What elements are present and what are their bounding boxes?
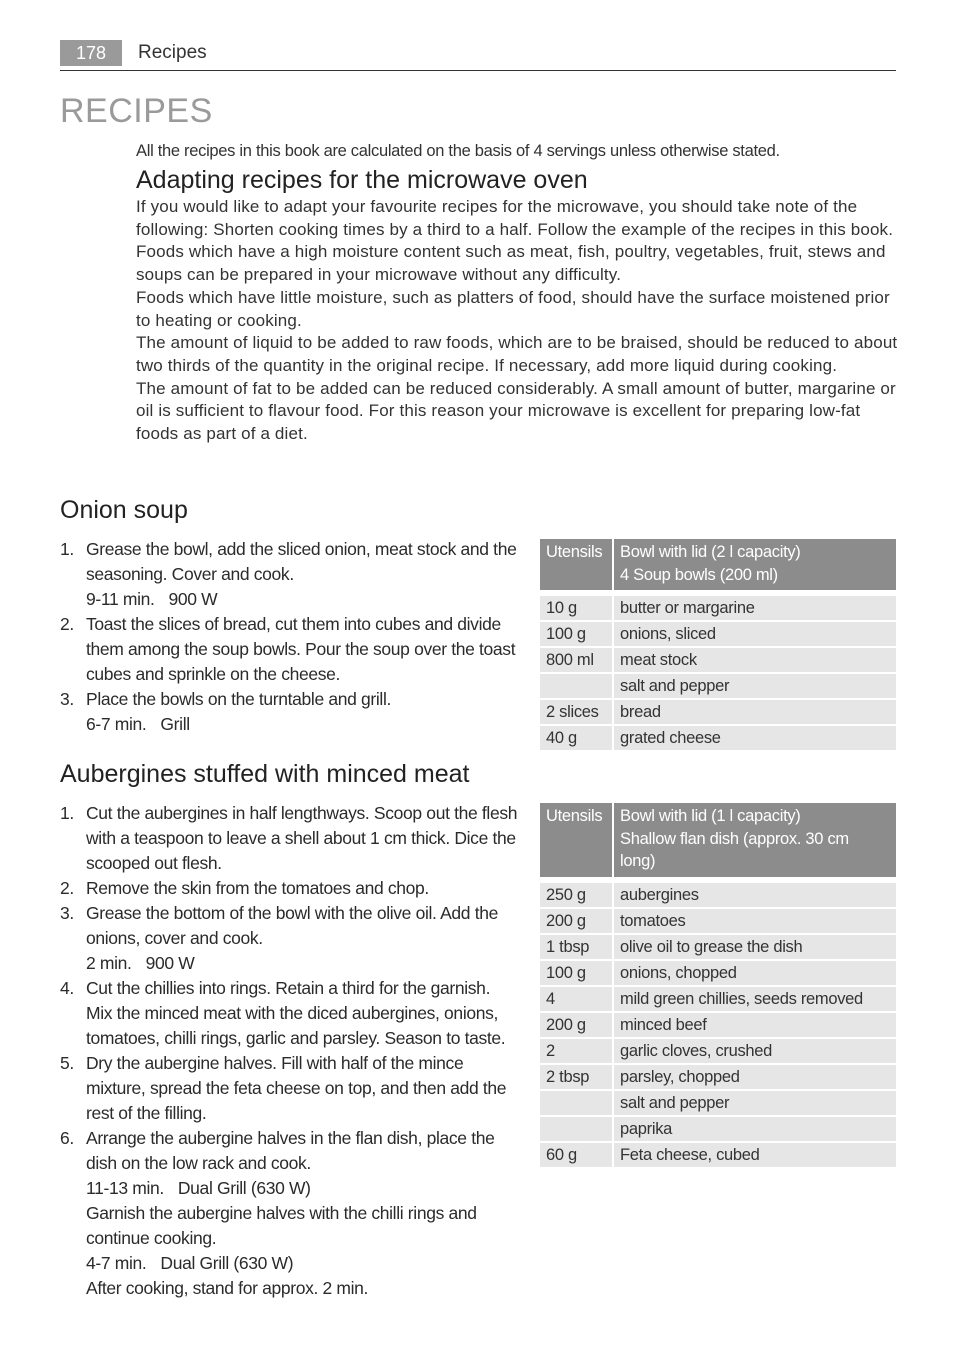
onion-soup-heading: Onion soup: [60, 496, 188, 524]
step-text: Toast the slices of bread, cut them into cubes and divide them among the soup bowls. Pour the soup over the toast cubes and sprinkle on the cheese.: [86, 614, 516, 684]
step-setting: Dual Grill (630 W): [177, 1178, 311, 1198]
adapt-paragraph: Foods which have little moisture, such as platters of food, should have the surface moistened prior to heating or cooking.: [136, 287, 890, 330]
step-timing: [86, 951, 520, 976]
ingredient-qty: 2 slices: [540, 700, 614, 726]
adapt-paragraph: The amount of liquid to be added to raw foods, which are to be braised, should be reduced to about two thirds of the quantity in the original recipe. If necessary, add more liquid during cooking.: [136, 333, 898, 375]
onion-soup-steps: [60, 537, 520, 737]
adapt-body: [136, 196, 898, 446]
step-number: 2.: [60, 614, 74, 634]
utensils-value: [614, 803, 896, 877]
utensil-line: Shallow flan dish (approx. 30 cm: [620, 829, 849, 848]
step-number: 3.: [60, 689, 74, 709]
ingredient-item: aubergines: [614, 883, 896, 909]
step-time: 4-7 min.: [86, 1253, 147, 1273]
aubergines-steps: [60, 801, 520, 1301]
step-number: 3.: [60, 903, 74, 923]
step-number: 6.: [60, 1128, 74, 1148]
table-row: [540, 961, 896, 987]
step-text: Arrange the aubergine halves in the flan dish, place the dish on the low rack and cook.: [86, 1128, 495, 1173]
utensils-label: Utensils: [540, 539, 614, 590]
ingredient-qty: 1 tbsp: [540, 935, 614, 961]
table-row: [540, 883, 896, 909]
aubergines-ingredients-table: [540, 803, 896, 1169]
intro-text: All the recipes in this book are calculated on the basis of 4 servings unless otherwise stated.: [136, 142, 780, 160]
step-number: 2.: [60, 878, 74, 898]
ingredient-item: bread: [614, 700, 896, 726]
ingredient-item: parsley, chopped: [614, 1065, 896, 1091]
step-item: [60, 901, 520, 976]
section-name: Recipes: [138, 42, 207, 63]
ingredient-qty: 2: [540, 1039, 614, 1065]
ingredient-qty: [540, 1091, 614, 1117]
step-setting: 900 W: [168, 589, 218, 609]
step-setting: 900 W: [145, 953, 195, 973]
table-row: [540, 1117, 896, 1143]
ingredient-item: garlic cloves, crushed: [614, 1039, 896, 1065]
adapt-heading: Adapting recipes for the microwave oven: [136, 166, 588, 194]
ingredient-item: butter or margarine: [614, 596, 896, 622]
table-row: [540, 935, 896, 961]
step-item: [60, 687, 520, 737]
ingredient-qty: 60 g: [540, 1143, 614, 1169]
table-row: [540, 648, 896, 674]
step-time: 11-13 min.: [86, 1178, 164, 1198]
step-text: Grease the bowl, add the sliced onion, meat stock and the seasoning. Cover and cook.: [86, 539, 517, 584]
step-text: Cut the aubergines in half lengthways. Scoop out the flesh with a teaspoon to leave a shell about 1 cm thick. Dice the scooped out flesh.: [86, 803, 518, 873]
ingredient-item: tomatoes: [614, 909, 896, 935]
table-row: [540, 1065, 896, 1091]
step-item: [60, 612, 520, 687]
utensil-line: long): [620, 852, 656, 870]
ingredient-item: grated cheese: [614, 726, 896, 752]
table-row: [540, 1013, 896, 1039]
adapt-paragraph: If you would like to adapt your favourite recipes for the microwave, you should take note of the following: Shorten cooking times by a third to a half. Follow the example of the recipes in this book.: [136, 197, 894, 239]
page-title: RECIPES: [60, 92, 213, 130]
step-item: [60, 976, 520, 1051]
ingredient-item: minced beef: [614, 1013, 896, 1039]
step-number: 5.: [60, 1053, 74, 1073]
step-timing: [86, 1176, 520, 1201]
table-header-row: [540, 539, 896, 590]
step-after-text: After cooking, stand for approx. 2 min.: [86, 1278, 369, 1298]
step-time: 6-7 min.: [86, 714, 147, 734]
step-text: Grease the bottom of the bowl with the olive oil. Add the onions, cover and cook.: [86, 903, 498, 948]
ingredient-qty: 200 g: [540, 1013, 614, 1039]
step-setting: Dual Grill (630 W): [160, 1253, 294, 1273]
ingredient-item: onions, sliced: [614, 622, 896, 648]
step-text: Cut the chillies into rings. Retain a third for the garnish. Mix the minced meat with the diced aubergines, onions, tomatoes, chilli rings, garlic and parsley. Season to taste.: [86, 978, 506, 1048]
step-text: Remove the skin from the tomatoes and chop.: [86, 878, 429, 898]
step-number: 1.: [60, 803, 74, 823]
ingredient-qty: 800 ml: [540, 648, 614, 674]
table-row: [540, 1143, 896, 1169]
step-number: 4.: [60, 978, 74, 998]
ingredient-qty: [540, 674, 614, 700]
aubergines-heading: Aubergines stuffed with minced meat: [60, 760, 470, 788]
ingredient-item: onions, chopped: [614, 961, 896, 987]
table-row: [540, 1039, 896, 1065]
step-setting: Grill: [160, 714, 190, 734]
ingredient-qty: 100 g: [540, 622, 614, 648]
ingredient-qty: 2 tbsp: [540, 1065, 614, 1091]
ingredient-qty: 200 g: [540, 909, 614, 935]
table-row: [540, 987, 896, 1013]
step-item: [60, 1126, 520, 1301]
ingredient-item: olive oil to grease the dish: [614, 935, 896, 961]
adapt-paragraph: The amount of fat to be added can be reduced considerably. A small amount of butter, margarine or oil is sufficient to flavour food. For this reason your microwave is excellent for preparing low-fat foods as part of a diet.: [136, 378, 896, 444]
step-number: 1.: [60, 539, 74, 559]
ingredient-item: Feta cheese, cubed: [614, 1143, 896, 1169]
onion-soup-ingredients-table: [540, 539, 896, 752]
page-number: 178: [60, 40, 122, 66]
utensils-label: Utensils: [540, 803, 614, 877]
table-row: [540, 622, 896, 648]
ingredient-item: salt and pepper: [614, 1091, 896, 1117]
step-time: 9-11 min.: [86, 589, 155, 609]
step-text: Dry the aubergine halves. Fill with half of the mince mixture, spread the feta cheese on top, and then add the rest of the filling.: [86, 1053, 507, 1123]
step-item: [60, 537, 520, 612]
table-row: [540, 700, 896, 726]
table-row: [540, 726, 896, 752]
step-extra-text: Garnish the aubergine halves with the chilli rings and continue cooking.: [86, 1203, 477, 1248]
page-header: [60, 40, 896, 71]
utensils-value: [614, 539, 896, 590]
ingredient-item: mild green chillies, seeds removed: [614, 987, 896, 1013]
table-row: [540, 596, 896, 622]
ingredient-item: meat stock: [614, 648, 896, 674]
ingredient-qty: 100 g: [540, 961, 614, 987]
ingredient-qty: [540, 1117, 614, 1143]
step-timing: [86, 587, 520, 612]
step-time: 2 min.: [86, 953, 132, 973]
step-item: [60, 801, 520, 876]
table-row: [540, 1091, 896, 1117]
ingredient-qty: 250 g: [540, 883, 614, 909]
step-text: Place the bowls on the turntable and grill.: [86, 689, 392, 709]
ingredient-item: salt and pepper: [614, 674, 896, 700]
utensil-line: Bowl with lid (2 l capacity): [620, 543, 801, 561]
step-item: [60, 1051, 520, 1126]
ingredient-qty: 4: [540, 987, 614, 1013]
utensil-line: Bowl with lid (1 l capacity): [620, 807, 801, 825]
ingredient-item: paprika: [614, 1117, 896, 1143]
step-item: [60, 876, 520, 901]
step-timing: [86, 1251, 520, 1276]
table-row: [540, 674, 896, 700]
ingredient-qty: 10 g: [540, 596, 614, 622]
table-row: [540, 909, 896, 935]
adapt-paragraph: Foods which have a high moisture content such as meat, fish, poultry, vegetables, fruit, stews and soups can be prepared in your microwave without any difficulty.: [136, 242, 886, 285]
table-header-row: [540, 803, 896, 877]
step-timing: [86, 712, 520, 737]
ingredient-qty: 40 g: [540, 726, 614, 752]
utensil-line: 4 Soup bowls (200 ml): [620, 565, 778, 584]
